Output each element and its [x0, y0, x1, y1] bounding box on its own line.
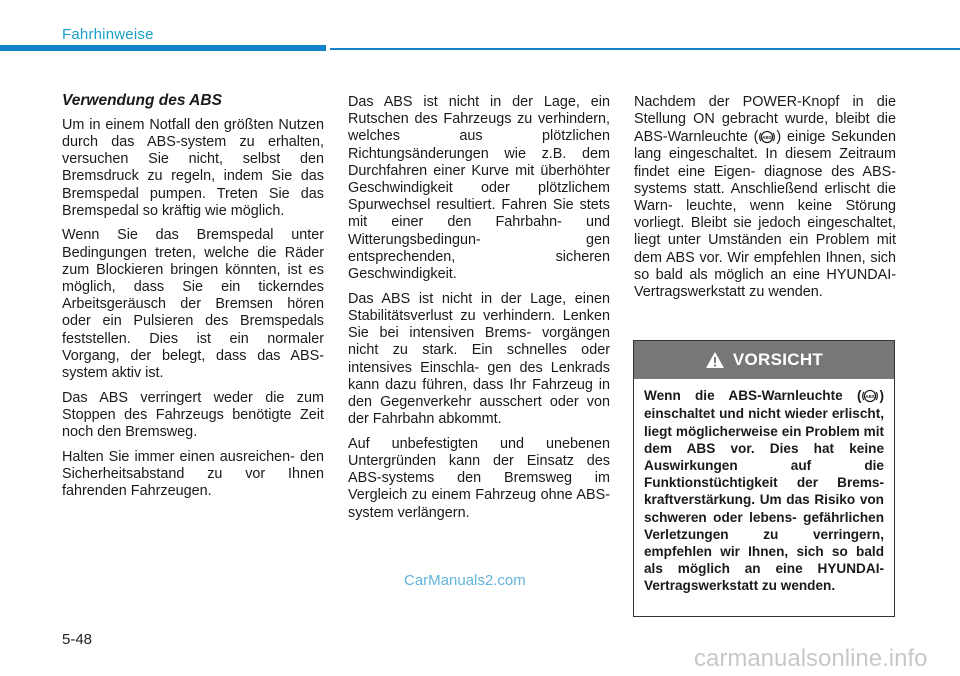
abs-icon-text: ABS: [865, 394, 876, 400]
paragraph: Das ABS verringert weder die zum Stoppen des Fahrzeugs benötigte Zeit noch den Bremsweg.: [62, 389, 324, 441]
paragraph: Wenn Sie das Bremspedal unter Bedingungen treten, welche die Räder zum Blockieren bringen könnten, ist es möglich, dass Sie ein tickerndes Arbeitsgeräusch der Bremsen hören oder ein Pulsieren des Bremspedals feststellen. Dies ist ein normaler Vorgang, der belegt, dass das ABS-system aktiv ist.: [62, 227, 324, 382]
text-column-1: [62, 92, 324, 508]
caution-body: [634, 379, 894, 595]
paragraph-with-icon: [634, 94, 896, 301]
header-rule-thin: [330, 48, 960, 50]
paragraph-text-after: ) einige Sekunden lang eingeschaltet. In diesem Zeitraum findet eine Eigen- diagnose des ABS-systems statt. Anschließend erlischt die Warn- leuchte, wenn keine Störung vorliegt. Bleibt sie jedoch eingeschaltet, liegt unter Umständen ein Problem mit dem ABS vor. Wir empfehlen Ihnen, sich so bald als möglich an eine HYUNDAI-Vertragswerkstatt zu wenden.: [634, 129, 896, 301]
caution-header: [634, 341, 894, 379]
abs-icon-text: ABS: [762, 135, 773, 141]
text-column-3: [634, 94, 896, 309]
paragraph: Halten Sie immer einen ausreichen- den Sicherheitsabstand zu vor Ihnen fahrenden Fahrzeugen.: [62, 448, 324, 500]
caution-text-after: ) einschaltet und nicht wieder erlischt, liegt möglicherweise ein Problem mit dem ABS vor. Dies hat keine Auswirkungen auf die Funktionstüchtigkeit der Brems- kraftverstärkung. Um das Risiko von schweren oder lebens- gefährlichen Verletzungen zu verringern, empfehlen wir Ihnen, sich so bald als möglich an eine HYUNDAI-Vertragswerkstatt zu wenden.: [644, 388, 884, 594]
page-number: 5-48: [62, 631, 93, 648]
subheading: Verwendung des ABS: [62, 92, 222, 109]
caution-box: [633, 340, 895, 617]
warning-triangle-icon: [705, 351, 725, 369]
watermark-link[interactable]: CarManuals2.com: [404, 572, 526, 589]
paragraph: Um in einem Notfall den größten Nutzen durch das ABS-system zu erhalten, versuchen Sie nicht, selbst den Bremsdruck zu regeln, indem Sie das Bremspedal pumpen. Treten Sie das Bremspedal so kräftig wie möglich.: [62, 116, 324, 219]
caution-title: VORSICHT: [732, 350, 824, 369]
text-column-2: [348, 94, 610, 529]
section-title: Fahrhinweise: [62, 26, 154, 43]
footer-watermark: carmanualsonline.info: [694, 645, 928, 672]
paragraph: Das ABS ist nicht in der Lage, ein Rutschen des Fahrzeugs zu verhindern, welches aus plötzlichen Richtungsänderungen wie z.B. dem Durchfahren einer Kurve mit überhöhter Geschwindigkeit oder plötzlichem Spurwechsel resultiert. Fahren Sie stets mit einer den Fahrbahn- und Witterungsbedingun- gen entsprechenden, sicheren Geschwindigkeit.: [348, 94, 610, 283]
paragraph-text-before: Nachdem der POWER-Knopf in die Stellung ON gebracht wurde, bleibt die ABS-Warnleuchte (: [634, 94, 896, 146]
header-rule-thick: [0, 45, 326, 51]
abs-warning-icon: [861, 387, 879, 405]
abs-warning-icon: [758, 128, 776, 146]
paragraph: Auf unbefestigten und unebenen Untergründen kann der Einsatz des ABS-systems den Bremsweg im Vergleich zu einem Fahrzeug ohne ABS-system verlängern.: [348, 435, 610, 521]
caution-text-before: Wenn die ABS-Warnleuchte (: [644, 388, 862, 403]
paragraph: Das ABS ist nicht in der Lage, einen Stabilitätsverlust zu verhindern. Lenken Sie bei intensiven Brems- vorgängen nicht zu stark. Ein schnelles oder intensives Einschla- gen des Lenkrads kann dazu führen, dass Ihr Fahrzeug in den Gegenverkehr ausschert oder von der Fahrbahn abkommt.: [348, 290, 610, 428]
